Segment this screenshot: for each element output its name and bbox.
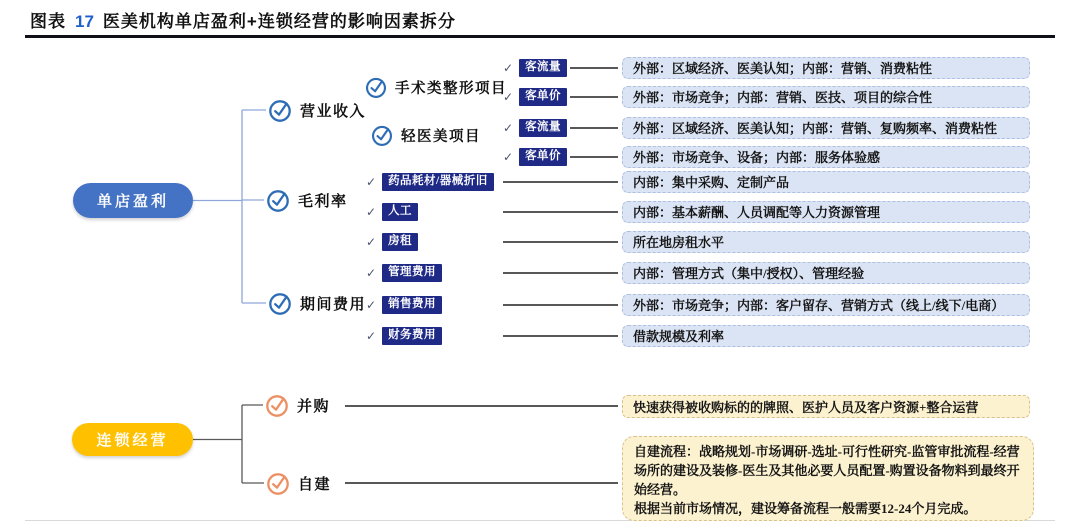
factor-desc-box: 外部：区域经济、医美认知；内部：营销、消费粘性 <box>622 57 1030 79</box>
check-icon: ✓ <box>366 329 377 343</box>
self-build-desc-para2: 根据当前市场情况，建设筹备流程一般需要12-24个月完成。 <box>634 501 977 516</box>
factor-tag: 客单价 <box>519 88 567 106</box>
factor-row <box>366 296 442 314</box>
factor-row <box>503 88 567 106</box>
check-circle-icon <box>364 75 388 99</box>
check-circle-icon <box>370 123 394 147</box>
branch-label: 自建 <box>298 476 332 493</box>
check-circle-icon <box>265 187 291 213</box>
branch-label: 手术类整形项目 <box>395 80 507 97</box>
factor-desc-box: 内部：集中采购、定制产品 <box>622 171 1030 193</box>
figure-title: 医美机构单店盈利+连锁经营的影响因素拆分 <box>102 12 456 31</box>
factor-tag: 客流量 <box>519 119 567 137</box>
branch-label: 营业收入 <box>300 103 367 120</box>
branch-ma <box>264 392 330 418</box>
factor-desc-box: 内部：管理方式（集中/授权）、管理经验 <box>622 262 1030 284</box>
check-icon: ✓ <box>503 121 514 135</box>
factor-row <box>366 264 442 282</box>
factor-row <box>503 119 567 137</box>
branch-self-build <box>265 470 331 496</box>
factor-desc-box: 外部：市场竞争、设备；内部：服务体验感 <box>622 146 1030 168</box>
factor-tag: 财务费用 <box>382 327 442 345</box>
self-build-desc-para1: 自建流程：战略规划-市场调研-选址-可行性研究-监管审批流程-经营场所的建设及装修-医生及其他必要人员配置-购置设备物料到最终开始经营。 <box>634 444 1020 497</box>
figure-number: 17 <box>75 12 94 31</box>
branch-revenue <box>267 97 366 123</box>
factor-row <box>503 148 567 166</box>
check-icon: ✓ <box>503 61 514 75</box>
branch-gross-margin <box>265 187 348 213</box>
check-icon: ✓ <box>366 298 377 312</box>
branch-surgical-projects <box>364 74 507 100</box>
factor-tag: 客流量 <box>519 59 567 77</box>
root-node-single-store: 单店盈利 <box>73 183 193 218</box>
check-icon: ✓ <box>366 175 377 189</box>
check-icon: ✓ <box>366 205 377 219</box>
factor-desc-box: 内部：基本薪酬、人员调配等人力资源管理 <box>622 201 1030 223</box>
check-icon: ✓ <box>503 150 514 164</box>
factor-desc-box: 所在地房租水平 <box>622 231 1030 253</box>
factor-tag: 管理费用 <box>382 264 442 282</box>
branch-light-medical <box>370 122 481 148</box>
factor-row <box>366 203 418 221</box>
factor-desc-box: 外部：市场竞争；内部：营销、医技、项目的综合性 <box>622 86 1030 108</box>
check-circle-icon <box>265 470 291 496</box>
factor-desc-box: 外部：区域经济、医美认知；内部：营销、复购频率、消费粘性 <box>622 117 1030 139</box>
factor-tag: 房租 <box>382 233 418 251</box>
check-icon: ✓ <box>503 90 514 104</box>
factor-row <box>366 233 418 251</box>
branch-label: 毛利率 <box>298 193 348 210</box>
check-icon: ✓ <box>366 266 377 280</box>
factor-desc-box: 借款规模及利率 <box>622 325 1030 347</box>
factor-row <box>366 173 494 191</box>
ma-desc-box: 快速获得被收购标的的牌照、医护人员及客户资源+整合运营 <box>622 395 1030 418</box>
branch-label: 并购 <box>297 398 331 415</box>
factor-tag: 药品耗材/器械折旧 <box>382 173 494 191</box>
factor-desc-box: 外部：市场竞争；内部：客户留存、营销方式（线上/线下/电商） <box>622 294 1030 316</box>
factor-row <box>366 327 442 345</box>
factor-tag: 人工 <box>382 203 418 221</box>
check-icon: ✓ <box>366 235 377 249</box>
factor-tag: 客单价 <box>519 148 567 166</box>
branch-label: 轻医美项目 <box>401 128 481 145</box>
check-circle-icon <box>264 392 290 418</box>
branch-label: 期间费用 <box>300 296 367 313</box>
self-build-desc-box <box>622 436 1034 521</box>
check-circle-icon <box>267 97 293 123</box>
check-circle-icon <box>267 290 293 316</box>
branch-period-expense <box>267 290 366 316</box>
figure-label: 图表 <box>30 12 66 31</box>
factor-tag: 销售费用 <box>382 296 442 314</box>
root-node-chain: 连锁经营 <box>72 423 193 456</box>
factor-row <box>503 59 567 77</box>
